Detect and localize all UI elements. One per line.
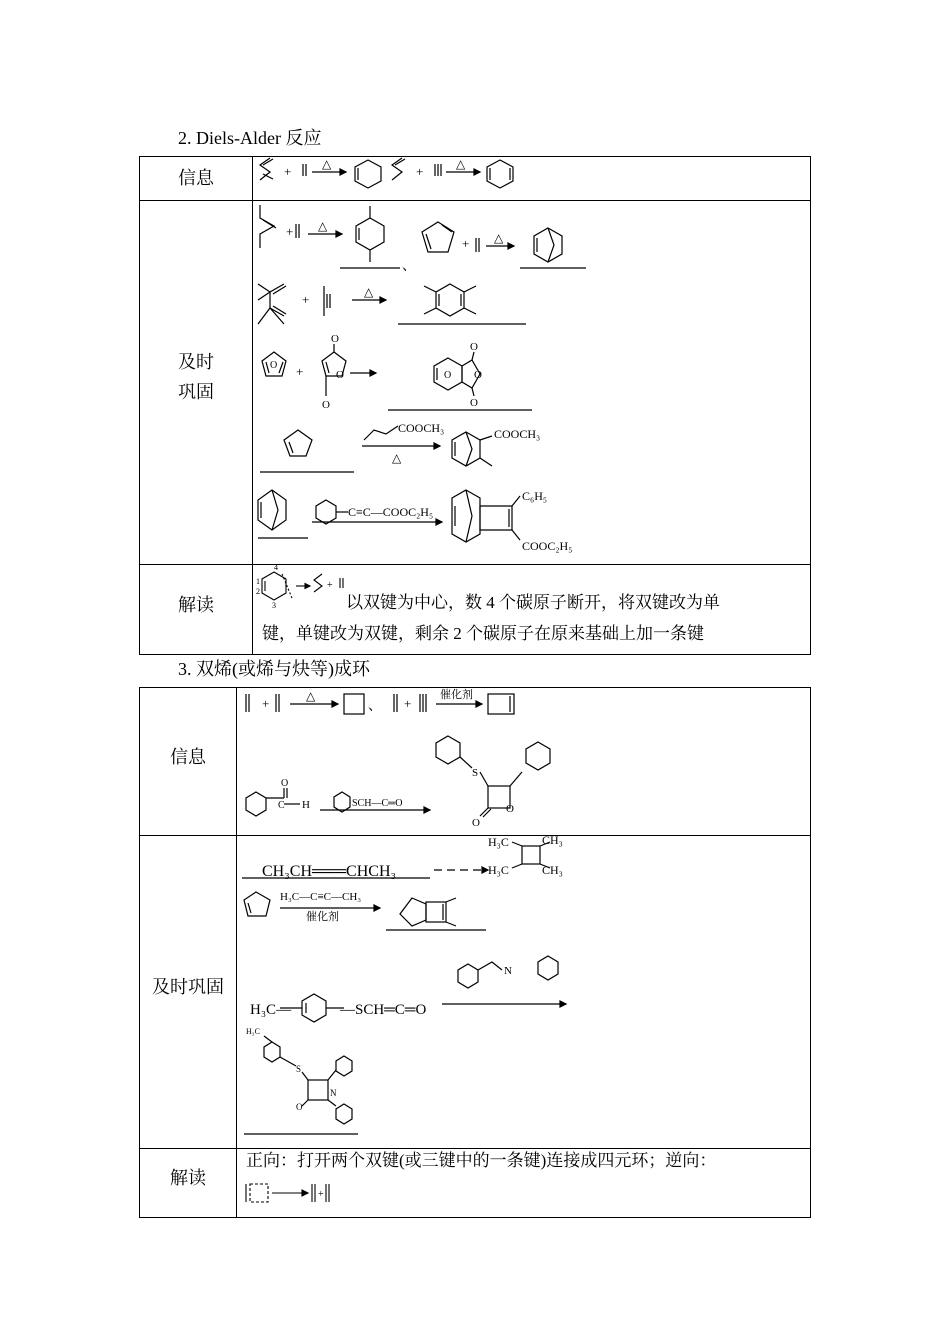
tolyl-icon — [264, 1042, 280, 1062]
bicyclic-cyclobutene-icon — [400, 898, 426, 926]
section2-heading: 2. Diels-Alder 反应 — [178, 128, 322, 148]
dimethylbutadiene-icon — [258, 284, 270, 300]
cycloaddition-info-schemes — [240, 688, 580, 828]
cyclopentadiene-icon — [284, 430, 312, 456]
retro-cycloaddition-scheme — [242, 1178, 342, 1208]
carbonyl-oxygen: O — [472, 817, 480, 829]
separator: 、 — [368, 699, 382, 714]
diene-icon — [260, 205, 274, 248]
row-label-practice-1: 及时 — [178, 352, 214, 372]
tolyl-left-group: H₃C— — [250, 1002, 292, 1018]
carbon-number: 4 — [274, 563, 278, 572]
plus-sign: + — [262, 696, 270, 711]
methyl-acrylate-icon — [364, 426, 398, 440]
section3-heading: 3. 双烯(或烯与炔等)成环 — [178, 659, 370, 679]
heat-symbol: △ — [364, 285, 374, 299]
butyne-formula: H₃C—C≡C—CH₃ — [280, 891, 362, 903]
phenyl-icon — [526, 742, 550, 770]
phenylthio-icon — [436, 736, 460, 764]
carbonyl-oxygen: O — [331, 333, 339, 345]
ring-oxygen: O — [336, 369, 344, 381]
heat-symbol: △ — [306, 689, 316, 703]
tetramethylcyclobutane-icon — [522, 846, 540, 864]
row-label-explain: 解读 — [170, 1168, 206, 1188]
carbon-number: 3 — [272, 601, 276, 610]
column-divider — [236, 688, 237, 1217]
catalyst-label: 催化剂 — [306, 911, 339, 923]
nitrogen-atom: N — [330, 1088, 337, 1098]
diels-alder-practice-schemes — [252, 200, 812, 562]
tetramethylcyclohexadiene-icon — [436, 284, 464, 316]
plus-sign: + — [286, 224, 294, 239]
row-divider — [140, 564, 810, 565]
plus-sign: + — [296, 364, 304, 379]
sulfur-atom: S — [296, 1064, 302, 1074]
row-label-info: 信息 — [170, 747, 206, 767]
row-label-info: 信息 — [178, 168, 214, 188]
thioketene-group: SCH—C═O — [352, 798, 403, 809]
heat-symbol: △ — [322, 157, 332, 171]
plus-sign: + — [318, 1189, 324, 1200]
cyclohexene-icon — [355, 160, 381, 188]
heat-symbol: △ — [392, 451, 402, 465]
phenylthio-icon — [334, 792, 350, 812]
hydrogen-atom: H — [302, 799, 310, 811]
methyl-group: H₃C — [488, 863, 509, 877]
retro-diels-alder-scheme — [256, 564, 346, 610]
plus-sign: + — [302, 292, 310, 307]
row-label-practice: 及时巩固 — [152, 977, 224, 997]
row-label-explain: 解读 — [178, 595, 214, 615]
cyclohexadiene-icon — [487, 160, 513, 188]
carbonyl-oxygen: O — [322, 399, 330, 411]
plus-sign: + — [404, 696, 412, 711]
carbonyl-oxygen: O — [470, 397, 478, 409]
carbonyl-oxygen: O — [470, 341, 478, 353]
ester-group: COOCH₃ — [398, 421, 445, 435]
methyl-group: CH₃ — [542, 863, 563, 877]
methyl-group: CH₃ — [542, 833, 563, 847]
dashed-cyclobutane-icon — [250, 1184, 268, 1202]
separator: 、 — [402, 259, 416, 274]
methylcyclohexene-icon — [356, 218, 384, 250]
numbered-cyclohexene-icon — [262, 572, 286, 600]
carbon-atom: C — [278, 800, 285, 811]
plus-sign: + — [327, 580, 333, 591]
cycloaddition-practice-schemes — [240, 834, 600, 1140]
phenyl-icon — [538, 956, 558, 980]
ester-group: COOC₂H₅ — [522, 539, 573, 553]
bridge-oxygen: O — [444, 370, 452, 381]
norbornadiene-icon — [258, 490, 286, 530]
phenyl-icon — [458, 964, 478, 988]
norbornene-ester-icon — [452, 432, 480, 466]
phenyl-group: C₆H₅ — [522, 489, 548, 503]
methyl-group: H₃C — [488, 835, 509, 849]
ester-group: COOCH₃ — [494, 427, 541, 441]
row-label-practice-2: 巩固 — [178, 382, 214, 402]
carbonyl-oxygen: O — [281, 778, 289, 789]
plus-sign: + — [284, 164, 292, 179]
beta-lactam-icon — [308, 1080, 328, 1100]
plus-sign: + — [462, 236, 470, 251]
heat-symbol: △ — [318, 219, 328, 233]
alkyne-ester: C≡C—COOC₂H₅ — [348, 505, 434, 519]
carbon-number: 1 — [256, 577, 260, 586]
phenyl-icon — [336, 1104, 352, 1124]
tolyl-ketene-group: —SCH═C═O — [340, 1002, 427, 1018]
norbornene-icon — [534, 228, 562, 262]
benzaldehyde-icon — [246, 792, 266, 816]
carbonyl-oxygen: O — [296, 1102, 303, 1112]
explain-text-line1: 以双键为中心，数 4 个碳原子断开，将双键改为单 — [346, 593, 720, 612]
sulfur-atom: S — [472, 767, 479, 779]
furan-oxygen: O — [270, 360, 278, 371]
ring-oxygen: O — [474, 369, 482, 381]
heat-symbol: △ — [494, 231, 504, 245]
diels-alder-info-scheme — [250, 150, 530, 198]
plus-sign: + — [416, 164, 424, 179]
explain-text-line2: 键，单键改为双键，剩余 2 个碳原子在原来基础上加一条键 — [262, 624, 704, 643]
phenyl-icon — [336, 1056, 352, 1076]
ring-oxygen: O — [506, 803, 514, 815]
phenyl-icon — [316, 500, 336, 524]
catalyst-label: 催化剂 — [440, 689, 473, 701]
butene-formula: CH₃CH═══CHCH₃ — [262, 863, 397, 880]
tricyclic-adduct-icon — [452, 490, 480, 542]
carbon-number: 2 — [256, 587, 260, 596]
nitrogen-atom: N — [504, 965, 512, 977]
heat-symbol: △ — [456, 157, 466, 171]
explain-text: 正向：打开两个双键(或三键中的一条键)连接成四元环；逆向： — [246, 1151, 717, 1170]
methyl-group: H₃C — [246, 1027, 260, 1036]
cyclobutane-icon — [344, 694, 364, 714]
